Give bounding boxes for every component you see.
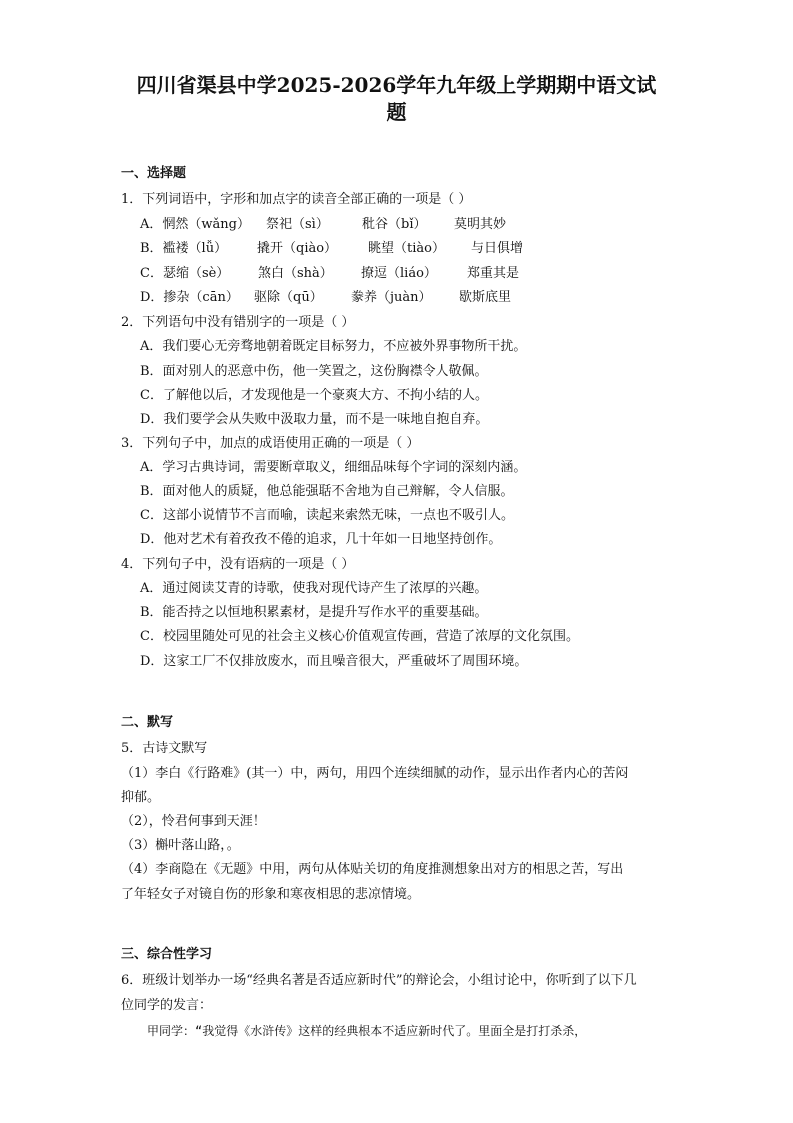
q1-option-c-word3: 撩逗（liáo） — [361, 266, 437, 281]
q3-option-a: A．学习古典诗词，需要断章取义，细细品味每个字词的深刻内涵。 — [140, 460, 527, 475]
q4-option-c: C．校园里随处可见的社会主义核心价值观宣传画，营造了浓厚的文化氛围。 — [140, 629, 579, 644]
q1-option-a-word4: 莫明其妙 — [454, 217, 507, 232]
q1-option-b-word4: 与日俱增 — [471, 241, 524, 256]
section-dictation-heading: 二、默写 — [121, 715, 174, 730]
q2-option-b: B．面对别人的恶意中伤，他一笑置之，这份胸襟令人敬佩。 — [140, 364, 488, 379]
q5-part-1: （1）李白《行路难》(其一）中，两句，用四个连续细腻的动作，显示出作者内心的苦闷 — [121, 766, 629, 781]
question-1-stem: 1．下列词语中，字形和加点字的读音全部正确的一项是（ ） — [121, 192, 472, 207]
q5-part-4-continued: 了年轻女子对镜自伤的形象和寒夜相思的悲凉情境。 — [121, 887, 421, 902]
q1-option-a-word3: 秕谷（bǐ） — [362, 217, 427, 232]
q1-option-c-word4: 郑重其是 — [467, 266, 520, 281]
q1-option-d-word1: D．掺杂（cān） — [140, 290, 239, 305]
q1-option-b-word2: 撬开（qiào） — [257, 241, 338, 256]
q4-option-a: A．通过阅读艾青的诗歌，使我对现代诗产生了浓厚的兴趣。 — [140, 581, 488, 596]
q1-option-a-word2: 祭祀（sì） — [266, 217, 329, 232]
q2-option-c: C．了解他以后，才发现他是一个豪爽大方、不拘小结的人。 — [140, 388, 488, 403]
q1-option-b-word3: 眺望（tiào） — [368, 241, 445, 256]
question-6-stem: 6．班级计划举办一场“经典名著是否适应新时代”的辩论会，小组讨论中，你听到了以下几 — [121, 973, 637, 988]
q1-option-a-word1: A．惘然（wǎng） — [140, 217, 250, 232]
question-6-stem-continued: 位同学的发言： — [121, 998, 213, 1013]
q3-option-b: B．面对他人的质疑，他总能强聒不舍地为自己辩解，令人信服。 — [140, 484, 514, 499]
q1-option-d-word4: 歇斯底里 — [459, 290, 512, 305]
q5-part-2: （2），怜君何事到天涯！ — [121, 814, 266, 829]
q5-part-1-continued: 抑郁。 — [121, 790, 161, 805]
section-choice-heading: 一、选择题 — [121, 166, 187, 181]
q5-part-4: （4）李商隐在《无题》中用，两句从体贴关切的角度推测想象出对方的相思之苦，写出 — [121, 862, 624, 877]
q4-option-b: B．能否持之以恒地积累素材，是提升写作水平的重要基础。 — [140, 605, 488, 620]
q3-option-d: D．他对艺术有着孜孜不倦的追求，几十年如一日地坚持创作。 — [140, 532, 502, 547]
q1-option-d-word2: 驱除（qū） — [254, 290, 323, 305]
q4-option-d: D．这家工厂不仅排放废水，而且噪音很大，严重破坏了周围环境。 — [140, 654, 528, 669]
q6-student-a-quote: 甲同学：“我觉得《水浒传》这样的经典根本不适应新时代了。里面全是打打杀杀， — [147, 1024, 587, 1038]
q1-option-c-word1: C．瑟缩（sè） — [140, 266, 230, 281]
exam-title-continued: 题 — [386, 100, 407, 124]
q3-option-c: C．这部小说情节不言而喻，读起来索然无味，一点也不吸引人。 — [140, 508, 514, 523]
question-4-stem: 4．下列句子中，没有语病的一项是（ ） — [121, 557, 355, 572]
exam-title: 四川省渠县中学2025-2026学年九年级上学期期中语文试 — [136, 73, 657, 97]
q1-option-b-word1: B．褴褛（lǚ） — [140, 241, 228, 256]
question-3-stem: 3．下列句子中，加点的成语使用正确的一项是（ ） — [121, 436, 420, 451]
section-comprehensive-heading: 三、综合性学习 — [121, 947, 213, 962]
q1-option-d-word3: 豢养（juàn） — [351, 290, 432, 305]
q2-option-a: A．我们要心无旁骛地朝着既定目标努力，不应被外界事物所干扰。 — [140, 339, 527, 354]
q1-option-c-word2: 煞白（shà） — [258, 266, 333, 281]
q2-option-d: D．我们要学会从失败中汲取力量，而不是一味地自抱自弃。 — [140, 412, 489, 427]
question-2-stem: 2．下列语句中没有错别字的一项是（ ） — [121, 315, 355, 330]
question-5-stem: 5．古诗文默写 — [121, 741, 208, 756]
q5-part-3: （3）槲叶落山路，。 — [121, 838, 240, 853]
